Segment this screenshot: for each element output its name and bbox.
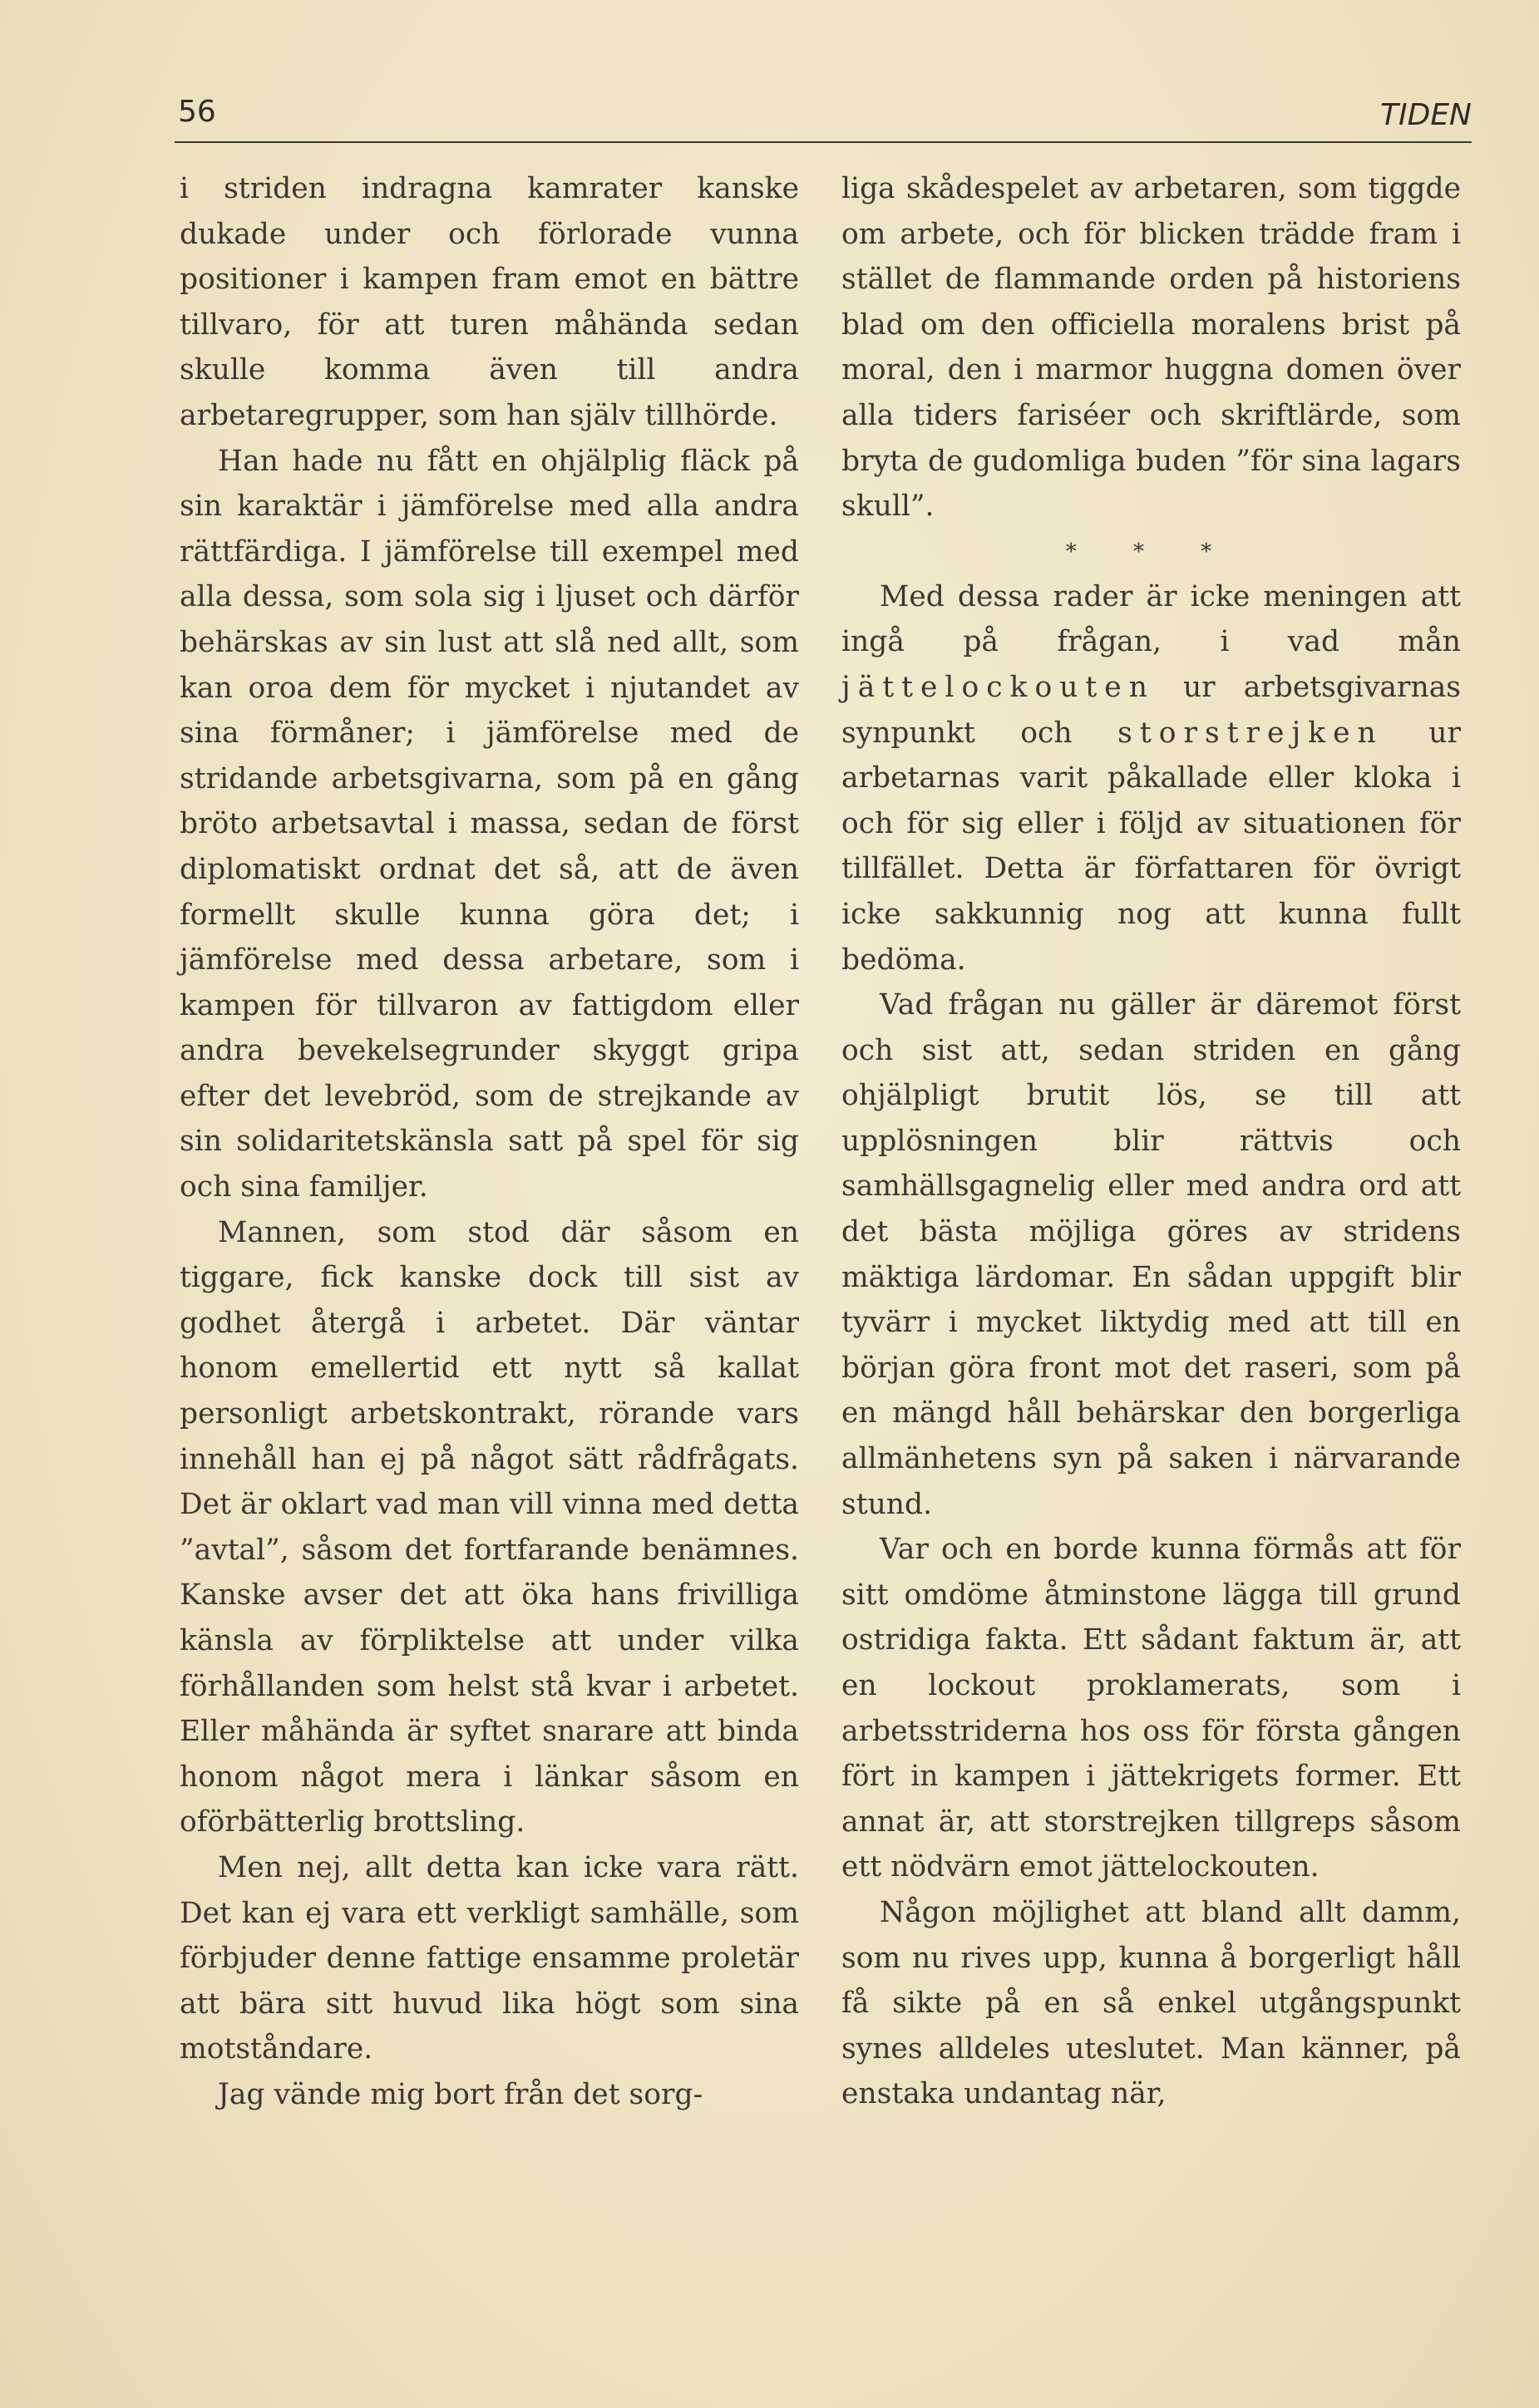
emphasized-term: jättelockouten (841, 670, 1155, 704)
page-header (175, 90, 1472, 143)
paragraph: Han hade nu fått en ohjälplig fläck på sin karaktär i jämförelse med alla andra rättfärdiga. I jämförelse till exempel med alla dessa, som sola sig i ljuset och därför behärskas av sin lust att slå ned allt, som kan oroa dem för mycket i njutandet av sina förmåner; i jämförelse med de stridande arbetsgivarna, som på en gång bröto arbetsavtal i massa, sedan de först diplomatiskt ordnat det så, att de även formellt skulle kunna göra det; i jämförelse med dessa arbetare, som i kampen för tillvaron av fattigdom eller andra bevekelsegrunder skyggt gripa efter det levebröd, som de strejkande av sin solidaritetskänsla satt på spel för sig och sina familjer. (180, 444, 799, 1204)
left-column (180, 166, 799, 2118)
paragraph: Vad frågan nu gäller är däremot först och sist att, sedan striden en gång ohjälpligt brutit lös, se till att upplösningen blir rättvis och samhällsgagnelig eller med andra ord att det bästa möjliga göres av stridens mäktiga lärdomar. En sådan uppgift blir tyvärr i mycket liktydig med att till en början göra front mot det raseri, som på en mängd håll behärskar den borgerliga allmänhetens syn på saken i närvarande stund. (841, 988, 1461, 1521)
running-head-title: TIDEN (1379, 98, 1472, 132)
paragraph: liga skådespelet av arbetaren, som tiggde om arbete, och för blicken trädde fram i stället de flammande orden på historiens blad om den officiella moralens brist på moral, den i marmor huggna domen över alla tiders fariséer och skriftlärde, som bryta de gudomliga buden ”för sina lagars skull”. (841, 172, 1461, 524)
paragraph: Mannen, som stod där såsom en tiggare, fick kanske dock till sist av godhet återgå i arbetet. Där väntar honom emellertid ett nytt så kallat personligt arbetskontrakt, rörande vars innehåll han ej på något sätt rådfrågats. Det är oklart vad man vill vinna med detta ”avtal”, såsom det fortfarande benämnes. Kanske avser det att öka hans frivilliga känsla av förpliktelse att under vilka förhållanden som helst stå kvar i arbetet. Eller måhända är syftet snarare att binda honom något mera i länkar såsom en oförbätterlig brottsling. (180, 1215, 799, 1839)
paragraph-text: ur arbetsgivarnas synpunkt och (841, 670, 1461, 750)
paragraph (841, 574, 1461, 982)
paragraph: Någon möjlighet att bland allt damm, som nu rives upp, kunna å borgerligt håll få sikte på en så enkel utgångspunkt synes alldeles uteslutet. Man känner, på enstaka undantag när, (841, 1895, 1461, 2111)
emphasized-term: storstrejken (1117, 716, 1384, 750)
paragraph: i striden indragna kamrater kanske dukade under och förlorade vunna positioner i kampen fram emot en bättre tillvaro, för att turen måhända sedan skulle komma även till andra arbetaregrupper, som han själv tillhörde. (180, 172, 799, 432)
right-column (841, 166, 1461, 2117)
paragraph: Jag vände mig bort från det sorg- (218, 2077, 703, 2111)
paragraph-text: ur arbetarnas varit påkallade eller kloka i och för sig eller i följd av situationen för tillfället. Detta är författaren för övrigt icke sakkunnig nog att kunna fullt bedöma. (841, 716, 1461, 977)
paragraph-text: Med dessa rader är icke meningen att ingå på frågan, i vad mån (841, 579, 1461, 659)
paragraph: Var och en borde kunna förmås att för sitt omdöme åtminstone lägga till grund ostridiga fakta. Ett sådant faktum är, att en lockout proklamerats, som i arbetsstriderna hos oss för första gången fört in kampen i jättekrigets former. Ett annat är, att storstrejken tillgreps såsom ett nödvärn emot jättelockouten. (841, 1533, 1461, 1884)
paragraph: Men nej, allt detta kan icke vara rätt. Det kan ej vara ett verkligt samhälle, som förbjuder denne fattige ensamme proletär att bära sitt huvud lika högt som sina motståndare. (180, 1850, 799, 2066)
section-break-asterisms: * * * (1065, 539, 1237, 564)
page-number: 56 (178, 95, 216, 129)
